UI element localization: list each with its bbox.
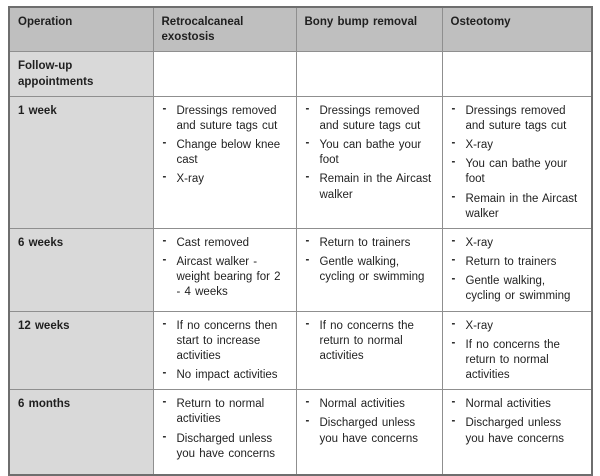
bullet-text: Cast removed [176,236,250,249]
bullet-item [451,416,584,446]
column-header: Retrocalcaneal exostosis [153,7,296,52]
row-label: 1 week [9,96,153,228]
cell [296,228,442,311]
bullet-list [162,236,288,301]
dash-bullet-icon: - [451,234,456,247]
bullet-item [451,397,584,412]
bullet-text: X-ray [465,319,493,332]
bullet-item [305,397,434,412]
cell [296,96,442,228]
bullet-item [451,338,584,384]
dash-bullet-icon: - [162,317,167,330]
dash-bullet-icon: - [162,367,167,380]
bullet-text: Dressings removed and suture tags cut [465,104,567,132]
table-row [9,228,592,311]
bullet-item [162,104,288,134]
bullet-item [162,319,288,365]
follow-up-schedule-table [8,6,593,476]
bullet-text: No impact activities [176,369,278,382]
bullet-list [451,236,584,305]
row-label: 6 weeks [9,228,153,311]
column-header: Osteotomy [442,7,592,52]
row-label: 12 weeks [9,311,153,390]
bullet-list [305,397,434,447]
bullet-list [451,397,584,447]
bullet-item [305,236,434,251]
cell [442,96,592,228]
bullet-item [162,432,288,462]
bullet-text: You can bathe your foot [319,139,422,167]
row-label: 6 months [9,390,153,475]
bullet-text: Gentle walking, cycling or swimming [465,275,571,303]
bullet-item [305,416,434,446]
table-row [9,52,592,96]
dash-bullet-icon: - [305,102,310,115]
bullet-item [305,138,434,168]
bullet-list [305,236,434,286]
dash-bullet-icon: - [451,317,456,330]
bullet-text: Dressings removed and suture tags cut [319,104,421,132]
bullet-text: You can bathe your foot [465,158,568,186]
bullet-item [162,368,288,383]
bullet-item [162,255,288,301]
bullet-list [162,319,288,384]
dash-bullet-icon: - [451,137,456,150]
dash-bullet-icon: - [451,156,456,169]
dash-bullet-icon: - [162,137,167,150]
dash-bullet-icon: - [162,396,167,409]
cell [296,311,442,390]
dash-bullet-icon: - [305,317,310,330]
bullet-item [305,255,434,285]
dash-bullet-icon: - [305,171,310,184]
bullet-item [451,192,584,222]
cell [442,390,592,475]
bullet-text: Dressings removed and suture tags cut [176,104,278,132]
cell [153,228,296,311]
bullet-text: Return to trainers [465,256,557,269]
cell [153,52,296,96]
bullet-item [305,319,434,365]
table-row [9,311,592,390]
dash-bullet-icon: - [451,336,456,349]
dash-bullet-icon: - [162,430,167,443]
bullet-text: Remain in the Aircast walker [319,173,432,201]
dash-bullet-icon: - [305,137,310,150]
dash-bullet-icon: - [305,396,310,409]
dash-bullet-icon: - [451,102,456,115]
column-header: Operation [9,7,153,52]
header-row [9,7,592,52]
dash-bullet-icon: - [451,415,456,428]
bullet-list [451,104,584,222]
bullet-item [162,236,288,251]
bullet-text: Discharged unless you have concerns [319,417,419,445]
bullet-item [451,157,584,187]
bullet-text: If no concerns the return to normal activities [319,319,414,362]
dash-bullet-icon: - [162,254,167,267]
bullet-text: Normal activities [319,398,405,411]
bullet-item [451,319,584,334]
cell [296,52,442,96]
bullet-text: If no concerns the return to normal activities [465,338,560,382]
bullet-text: Normal activities [465,398,551,411]
dash-bullet-icon: - [305,234,310,247]
dash-bullet-icon: - [305,254,310,267]
dash-bullet-icon: - [451,190,456,203]
bullet-item [305,104,434,134]
bullet-list [305,319,434,365]
bullet-list [162,397,288,462]
bullet-text: If no concerns then start to increase activities [176,319,278,362]
bullet-list [305,104,434,203]
cell [153,311,296,390]
bullet-list [162,104,288,188]
table-body [9,52,592,475]
bullet-text: Return to normal activities [176,398,265,426]
dash-bullet-icon: - [305,415,310,428]
bullet-text: Discharged unless you have concerns [465,417,565,445]
table-row [9,390,592,475]
bullet-text: Discharged unless you have concerns [176,432,276,460]
bullet-text: X-ray [465,139,493,152]
bullet-item [162,397,288,427]
bullet-item [162,172,288,187]
row-label: Follow-up appointments [9,52,153,96]
cell [442,311,592,390]
cell [442,228,592,311]
cell [153,96,296,228]
bullet-text: Aircast walker - weight bearing for 2 - 4 weeks [176,256,281,299]
bullet-item [451,236,584,251]
cell [442,52,592,96]
bullet-text: X-ray [176,173,204,186]
bullet-text: Remain in the Aircast walker [465,192,578,220]
dash-bullet-icon: - [451,396,456,409]
bullet-item [451,255,584,270]
dash-bullet-icon: - [451,273,456,286]
bullet-text: Change below knee cast [176,139,281,167]
bullet-list [451,319,584,384]
column-header: Bony bump removal [296,7,442,52]
bullet-item [162,138,288,168]
bullet-text: X-ray [465,236,493,249]
table-row [9,96,592,228]
bullet-item [451,138,584,153]
dash-bullet-icon: - [162,171,167,184]
bullet-item [451,274,584,304]
bullet-text: Gentle walking, cycling or swimming [319,256,425,284]
dash-bullet-icon: - [162,234,167,247]
cell [296,390,442,475]
bullet-item [305,172,434,202]
bullet-item [451,104,584,134]
dash-bullet-icon: - [162,102,167,115]
cell [153,390,296,475]
bullet-text: Return to trainers [319,236,411,249]
dash-bullet-icon: - [451,254,456,267]
